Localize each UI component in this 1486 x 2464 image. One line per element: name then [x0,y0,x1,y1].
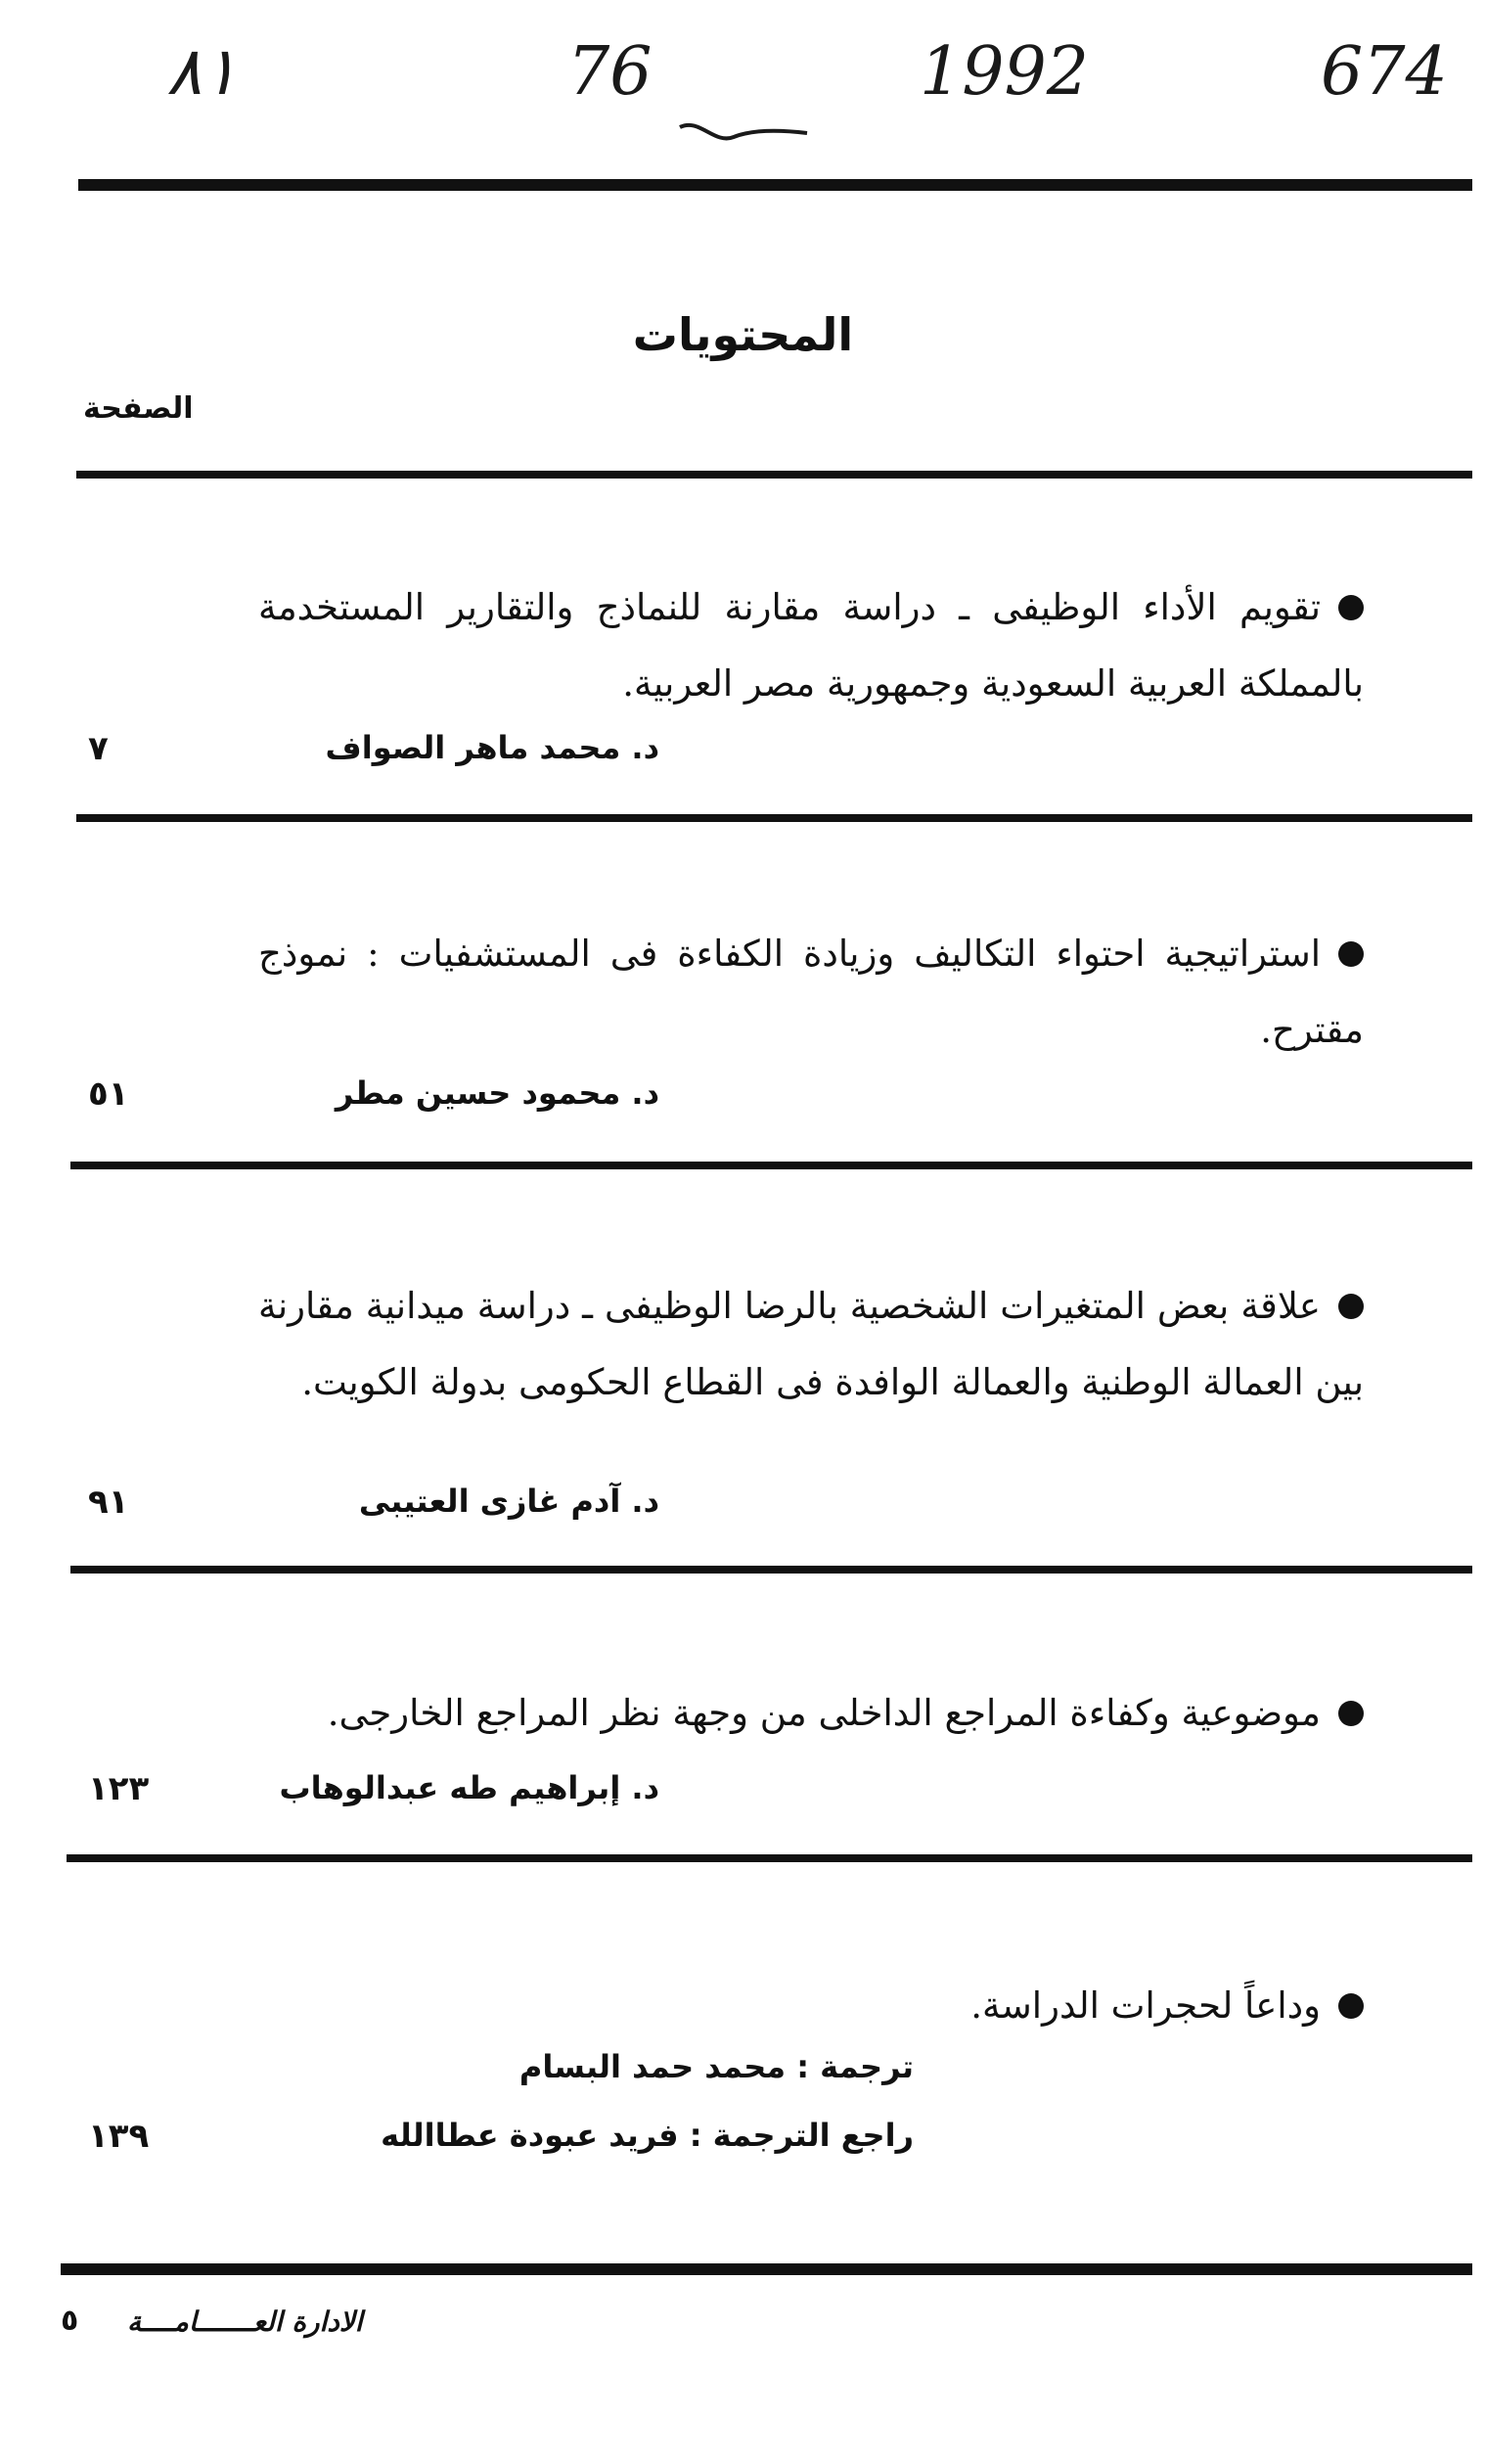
toc-entry-title: وداعاً لحجرات الدراسة. [258,1968,1364,2044]
toc-entry-page: ٧ [88,729,109,768]
entry-divider [70,1566,1472,1574]
bullet-icon [1338,1701,1364,1726]
translation-label: ترجمة [820,2048,914,2085]
toc-entry-title: علاقة بعض المتغيرات الشخصية بالرضا الوظيفى ـ دراسة ميدانية مقارنة بين العمالة الوطنية والعمالة الوافدة فى القطاع الحكومى بدولة الكويت. [258,1285,1364,1403]
handwritten-note-code: ٨١ [166,33,239,111]
translation-credit: ترجمة : محمد حمد البسام [518,2048,914,2085]
top-rule [78,179,1472,191]
footer-journal-name: الادارة العـــــــامــــة [127,2305,363,2338]
toc-entry-title: تقويم الأداء الوظيفى ـ دراسة مقارنة للنماذج والتقارير المستخدمة بالمملكة العربية السعودية وجمهورية مصر العربية. [258,586,1364,705]
handwritten-scrawl [675,115,812,155]
page-column-header: الصفحة [83,391,194,426]
handwritten-note-year: 1992 [920,33,1090,111]
toc-entry-page: ٩١ [88,1483,129,1522]
page-title: المحتويات [632,308,854,361]
entry-divider [70,1162,1472,1169]
bullet-icon [1338,1294,1364,1319]
header-rule [76,471,1472,479]
bullet-icon [1338,941,1364,967]
footer-rule [61,2263,1472,2275]
toc-entry-author: د. محمد ماهر الصواف [325,729,659,766]
entry-divider [76,814,1472,822]
footer-page-number: ٥ [61,2304,79,2338]
review-label: راجع الترجمة [712,2117,914,2154]
review-credit: راجع الترجمة : فريد عبودة عطاالله [381,2117,914,2154]
toc-entry-title: موضوعية وكفاءة المراجع الداخلى من وجهة نظر المراجع الخارجى. [258,1675,1364,1752]
handwritten-note-number: 674 [1321,33,1448,111]
toc-entry-author: د. محمود حسين مطر [335,1074,659,1112]
reviewer-name: فريد عبودة عطاالله [381,2117,679,2154]
translator-name: محمد حمد البسام [518,2048,787,2085]
toc-entry-author: د. إبراهيم طه عبدالوهاب [279,1769,659,1806]
bullet-icon [1338,595,1364,620]
toc-entry-page: ١٣٩ [88,2117,150,2156]
toc-entry-page: ١٢٣ [88,1769,150,1808]
entry-divider [67,1854,1472,1862]
toc-entry-author: د. آدم غازى العتيبى [358,1483,659,1520]
toc-entry-title: استراتيجية احتواء التكاليف وزيادة الكفاءة فى المستشفيات : نموذج مقترح. [258,933,1364,1051]
handwritten-note-issue: 76 [567,33,653,111]
bullet-icon [1338,1993,1364,2019]
toc-entry-page: ٥١ [88,1074,129,1114]
